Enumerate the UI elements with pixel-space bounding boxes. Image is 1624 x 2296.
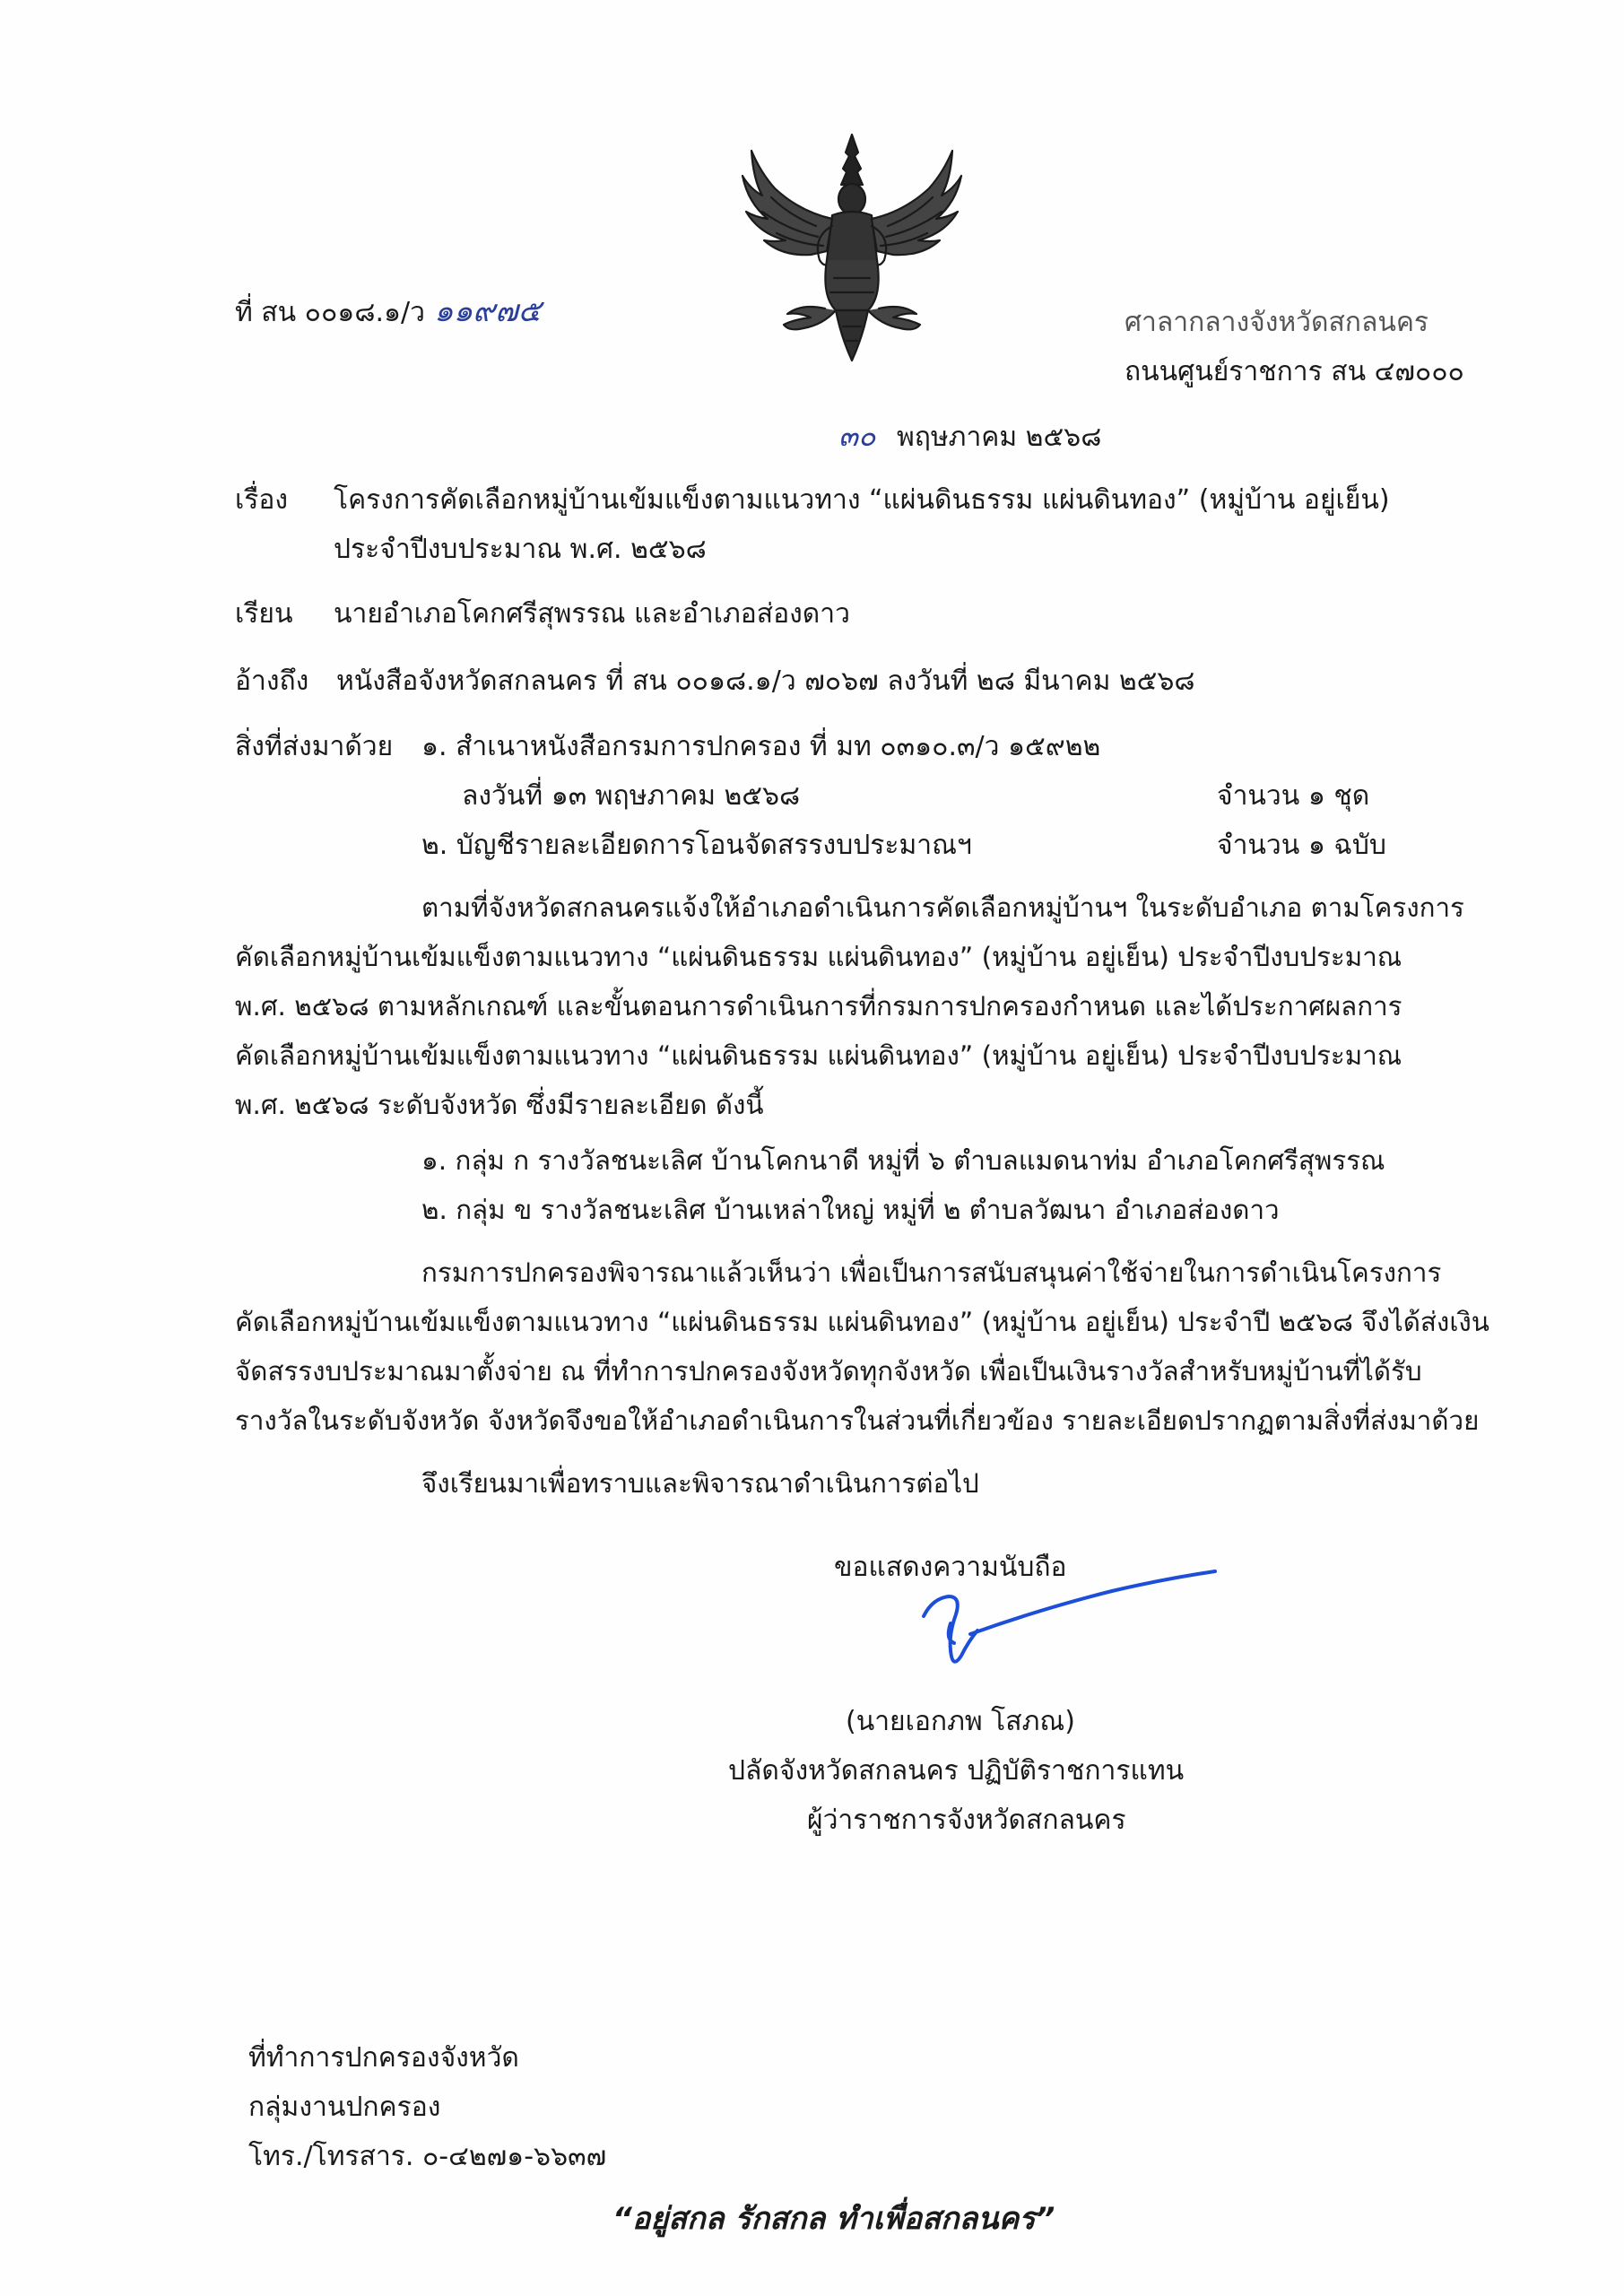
handwritten-signature bbox=[897, 1561, 1238, 1677]
paragraph-2-line-3: จัดสรรงบประมาณมาตั้งจ่าย ณ ที่ทำการปกครองจังหวัดทุกจังหวัด เพื่อเป็นเงินรางวัลสำหรับหมู่บ้านที่ได้รับ bbox=[235, 1356, 1422, 1387]
signer-title-1: ปลัดจังหวัดสกลนคร ปฏิบัติราชการแทน bbox=[728, 1755, 1185, 1787]
salutation: ขอแสดงความนับถือ bbox=[834, 1552, 1067, 1583]
reference-label: อ้างถึง bbox=[235, 665, 309, 697]
paragraph-2-line-2: คัดเลือกหมู่บ้านเข้มแข็งตามแนวทาง “แผ่นดินธรรม แผ่นดินทอง” (หมู่บ้าน อยู่เย็น) ประจำปี ๒๕๖๘ จึงได้ส่งเงิน bbox=[235, 1307, 1489, 1337]
signer-name: (นายเอกภพ โสภณ) bbox=[846, 1706, 1075, 1737]
document-number bbox=[235, 293, 542, 329]
enclosure-2-line-1: ๒. บัญชีรายละเอียดการโอนจัดสรรงบประมาณฯ bbox=[421, 830, 972, 861]
recipient-label: เรียน bbox=[235, 598, 293, 630]
result-item-1: ๑. กลุ่ม ก รางวัลชนะเลิศ บ้านโคกนาดี หมู่ที่ ๖ ตำบลแมดนาท่ม อำเภอโคกศรีสุพรรณ bbox=[421, 1145, 1385, 1176]
issuing-office: ศาลากลางจังหวัดสกลนคร bbox=[1125, 307, 1429, 338]
enclosure-1-quantity: จำนวน ๑ ชุด bbox=[1217, 780, 1370, 812]
result-item-2: ๒. กลุ่ม ข รางวัลชนะเลิศ บ้านเหล่าใหญ่ หมู่ที่ ๒ ตำบลวัฒนา อำเภอส่องดาว bbox=[421, 1195, 1280, 1225]
date-day-handwritten: ๓๐ bbox=[838, 419, 876, 453]
contact-office: ที่ทำการปกครองจังหวัด bbox=[248, 2042, 519, 2074]
document-number-handwritten: ๑๑๙๗๕ bbox=[434, 293, 542, 329]
closing-sentence: จึงเรียนมาเพื่อทราบและพิจารณาดำเนินการต่อไป bbox=[421, 1468, 979, 1499]
date-month-year: พฤษภาคม ๒๕๖๘ bbox=[896, 422, 1102, 453]
provincial-motto: “อยู่สกล รักสกล ทำเพื่อสกลนคร” bbox=[612, 2201, 1055, 2237]
subject-label: เรื่อง bbox=[235, 484, 289, 516]
contact-phone: โทร./โทรสาร. ๐-๔๒๗๑-๖๖๓๗ bbox=[248, 2141, 607, 2172]
paragraph-2-line-1: กรมการปกครองพิจารณาแล้วเห็นว่า เพื่อเป็นการสนับสนุนค่าใช้จ่ายในการดำเนินโครงการ bbox=[421, 1257, 1442, 1288]
enclosure-1-line-2: ลงวันที่ ๑๓ พฤษภาคม ๒๕๖๘ bbox=[462, 780, 801, 812]
paragraph-1-line-4: คัดเลือกหมู่บ้านเข้มแข็งตามแนวทาง “แผ่นดินธรรม แผ่นดินทอง” (หมู่บ้าน อยู่เย็น) ประจำปีงบประมาณ bbox=[235, 1040, 1403, 1071]
signer-title-2: ผู้ว่าราชการจังหวัดสกลนคร bbox=[807, 1805, 1126, 1836]
garuda-emblem bbox=[735, 126, 968, 368]
office-address: ถนนศูนย์ราชการ สน ๔๗๐๐๐ bbox=[1125, 356, 1464, 387]
enclosure-1-line-1: ๑. สำเนาหนังสือกรมการปกครอง ที่ มท ๐๓๑๐.๓/ว ๑๕๙๒๒ bbox=[421, 731, 1101, 762]
paragraph-1-line-3: พ.ศ. ๒๕๖๘ ตามหลักเกณฑ์ และขั้นตอนการดำเนินการที่กรมการปกครองกำหนด และได้ประกาศผลการ bbox=[235, 991, 1403, 1022]
enclosure-2-quantity: จำนวน ๑ ฉบับ bbox=[1217, 830, 1386, 861]
paragraph-1-line-1: ตามที่จังหวัดสกลนครแจ้งให้อำเภอดำเนินการคัดเลือกหมู่บ้านฯ ในระดับอำเภอ ตามโครงการ bbox=[421, 892, 1464, 923]
paragraph-1-line-2: คัดเลือกหมู่บ้านเข้มแข็งตามแนวทาง “แผ่นดินธรรม แผ่นดินทอง” (หมู่บ้าน อยู่เย็น) ประจำปีงบประมาณ bbox=[235, 942, 1403, 972]
recipient-value: นายอำเภอโคกศรีสุพรรณ และอำเภอส่องดาว bbox=[334, 598, 850, 630]
reference-value: หนังสือจังหวัดสกลนคร ที่ สน ๐๐๑๘.๑/ว ๗๐๖๗ ลงวันที่ ๒๘ มีนาคม ๒๕๖๘ bbox=[336, 665, 1195, 697]
paragraph-2-line-4: รางวัลในระดับจังหวัด จังหวัดจึงขอให้อำเภอดำเนินการในส่วนที่เกี่ยวข้อง รายละเอียดปรากฏตามสิ่งที่ส่งมาด้วย bbox=[235, 1405, 1480, 1436]
paragraph-1-line-5: พ.ศ. ๒๕๖๘ ระดับจังหวัด ซึ่งมีรายละเอียด ดังนี้ bbox=[235, 1090, 764, 1120]
subject-line-1: โครงการคัดเลือกหมู่บ้านเข้มแข็งตามแนวทาง “แผ่นดินธรรม แผ่นดินทอง” (หมู่บ้าน อยู่เย็น) bbox=[334, 484, 1390, 516]
document-date bbox=[838, 419, 1102, 453]
contact-division: กลุ่มงานปกครอง bbox=[248, 2092, 441, 2123]
document-number-printed: ที่ สน ๐๐๑๘.๑/ว bbox=[235, 297, 426, 328]
enclosures-label: สิ่งที่ส่งมาด้วย bbox=[235, 731, 394, 762]
subject-line-2: ประจำปีงบประมาณ พ.ศ. ๒๕๖๘ bbox=[334, 534, 707, 565]
